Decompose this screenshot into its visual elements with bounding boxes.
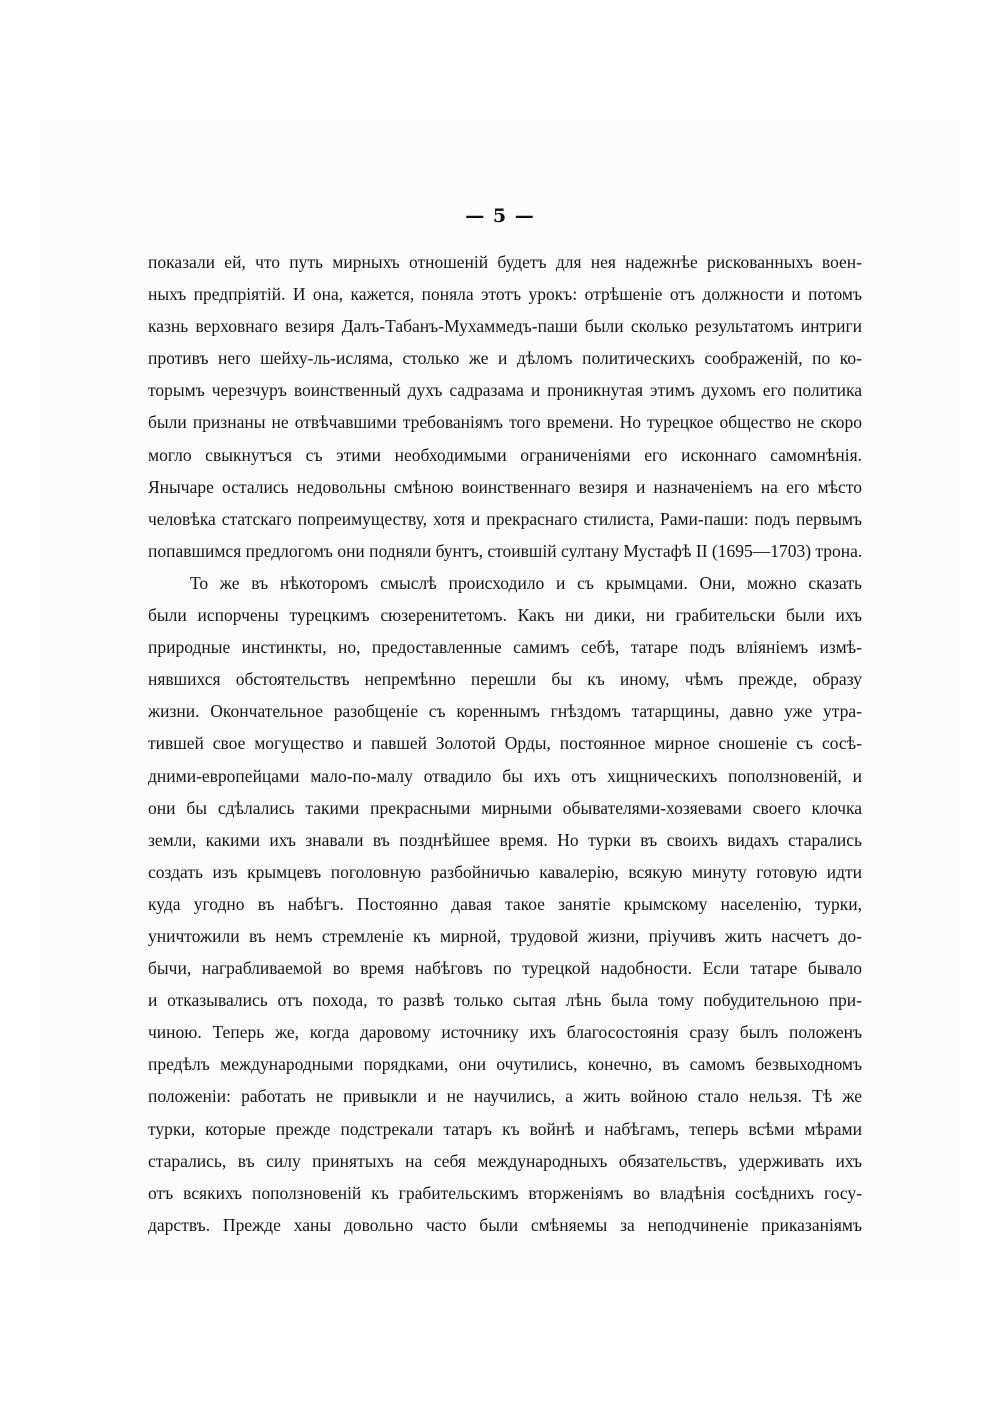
- text-line: человѣка статскаго попреимуществу, хотя и прекраснаго стилиста, Рами-паши: подъ первымъ: [148, 508, 862, 529]
- paragraph-end-line: попавшимся предлогомъ они подняли бунтъ, стоившій султану Мустафѣ II (1695—1703) трона.: [148, 540, 863, 561]
- text-line: чиною. Теперь же, когда даровому источнику ихъ благосостоянія сразу былъ положенъ: [148, 1022, 862, 1043]
- text-line: дними-европейцами мало-по-малу отвадило бы ихъ отъ хищническихъ поползновеній, и: [148, 765, 862, 786]
- text-line: и отказывались отъ похода, то развѣ только сытая лѣнь была тому побудительною при-: [148, 990, 862, 1011]
- text-line: ныхъ предпріятій. И она, кажется, поняла этотъ урокъ: отрѣшеніе отъ должности и потомъ: [148, 284, 862, 305]
- text-line: нявшихся обстоятельствъ непремѣнно перешли бы къ иному, чѣмъ прежде, образу: [148, 669, 862, 690]
- text-line: противъ него шейху-ль-исляма, столько же и дѣломъ политическихъ соображеній, по ко-: [148, 348, 862, 369]
- text-line: они бы сдѣлались такими прекрасными мирными обывателями-хозяевами своего клочка: [148, 797, 862, 818]
- text-line: бычи, награбливаемой во время набѣговъ по турецкой надобности. Если татаре бывало: [148, 958, 862, 979]
- paragraph-start-line: То же въ нѣкоторомъ смыслѣ происходило и съ крымцами. Они, можно сказать: [190, 572, 862, 593]
- text-line: куда угодно въ набѣгъ. Постоянно давая такое занятіе крымскому населенію, турки,: [148, 893, 862, 914]
- text-line: были испорчены турецкимъ сюзеренитетомъ. Какъ ни дики, ни грабительски были ихъ: [148, 605, 862, 626]
- text-line: жизни. Окончательное разобщеніе съ кореннымъ гнѣздомъ татарщины, давно уже утра-: [148, 701, 862, 722]
- text-line: тившей свое могущество и павшей Золотой Орды, постоянное мирное сношеніе съ сосѣ-: [148, 733, 862, 754]
- text-line: отъ всякихъ поползновеній къ грабительскимъ вторженіямъ во владѣнія сосѣднихъ госу-: [148, 1182, 862, 1203]
- text-line: были признаны не отвѣчавшими требованіямъ того времени. Но турецкое общество не скоро: [148, 412, 862, 433]
- text-line: торымъ черезчуръ воинственный духъ садразама и проникнутая этимъ духомъ его политика: [148, 380, 862, 401]
- text-line: положеніи: работать не привыкли и не научились, а жить войною стало нельзя. Тѣ же: [148, 1086, 862, 1107]
- text-line: предѣлъ международными порядками, они очутились, конечно, въ самомъ безвыходномъ: [148, 1054, 862, 1075]
- text-line: создать изъ крымцевъ поголовную разбойничью кавалерію, всякую минуту готовую идти: [148, 861, 862, 882]
- page-number: — 5 —: [465, 205, 535, 227]
- text-line: дарствъ. Прежде ханы довольно часто были смѣняемы за неподчиненіе приказаніямъ: [148, 1214, 862, 1235]
- text-line: могло свыкнутъся съ этими необходимыми ограниченіями его исконнаго самомнѣнія.: [148, 444, 862, 465]
- text-line: показали ей, что путь мирныхъ отношеній будетъ для нея надежнѣе рискованныхъ воен-: [148, 252, 862, 272]
- text-line: казнь верховнаго везиря Далъ-Табанъ-Мухаммедъ-паши были сколько результатомъ интриги: [148, 316, 862, 337]
- text-line: земли, какими ихъ знавали въ позднѣйшее время. Но турки въ своихъ видахъ старались: [148, 829, 862, 850]
- text-line: Янычаре остались недовольны смѣною воинственнаго везиря и назначеніемъ на его мѣсто: [148, 476, 862, 497]
- body-text: [148, 246, 862, 1241]
- text-line: уничтожили въ немъ стремленіе къ мирной, трудовой жизни, пріучивъ жить насчетъ до-: [148, 925, 862, 946]
- text-line: турки, которые прежде подстрекали татаръ къ войнѣ и набѣгамъ, теперь всѣми мѣрами: [148, 1118, 862, 1139]
- text-line: природные инстинкты, но, предоставленные самимъ себѣ, татаре подъ вліяніемъ измѣ-: [148, 637, 862, 658]
- text-line: старались, въ силу принятыхъ на себя международныхъ обязательствъ, удерживать ихъ: [148, 1150, 862, 1171]
